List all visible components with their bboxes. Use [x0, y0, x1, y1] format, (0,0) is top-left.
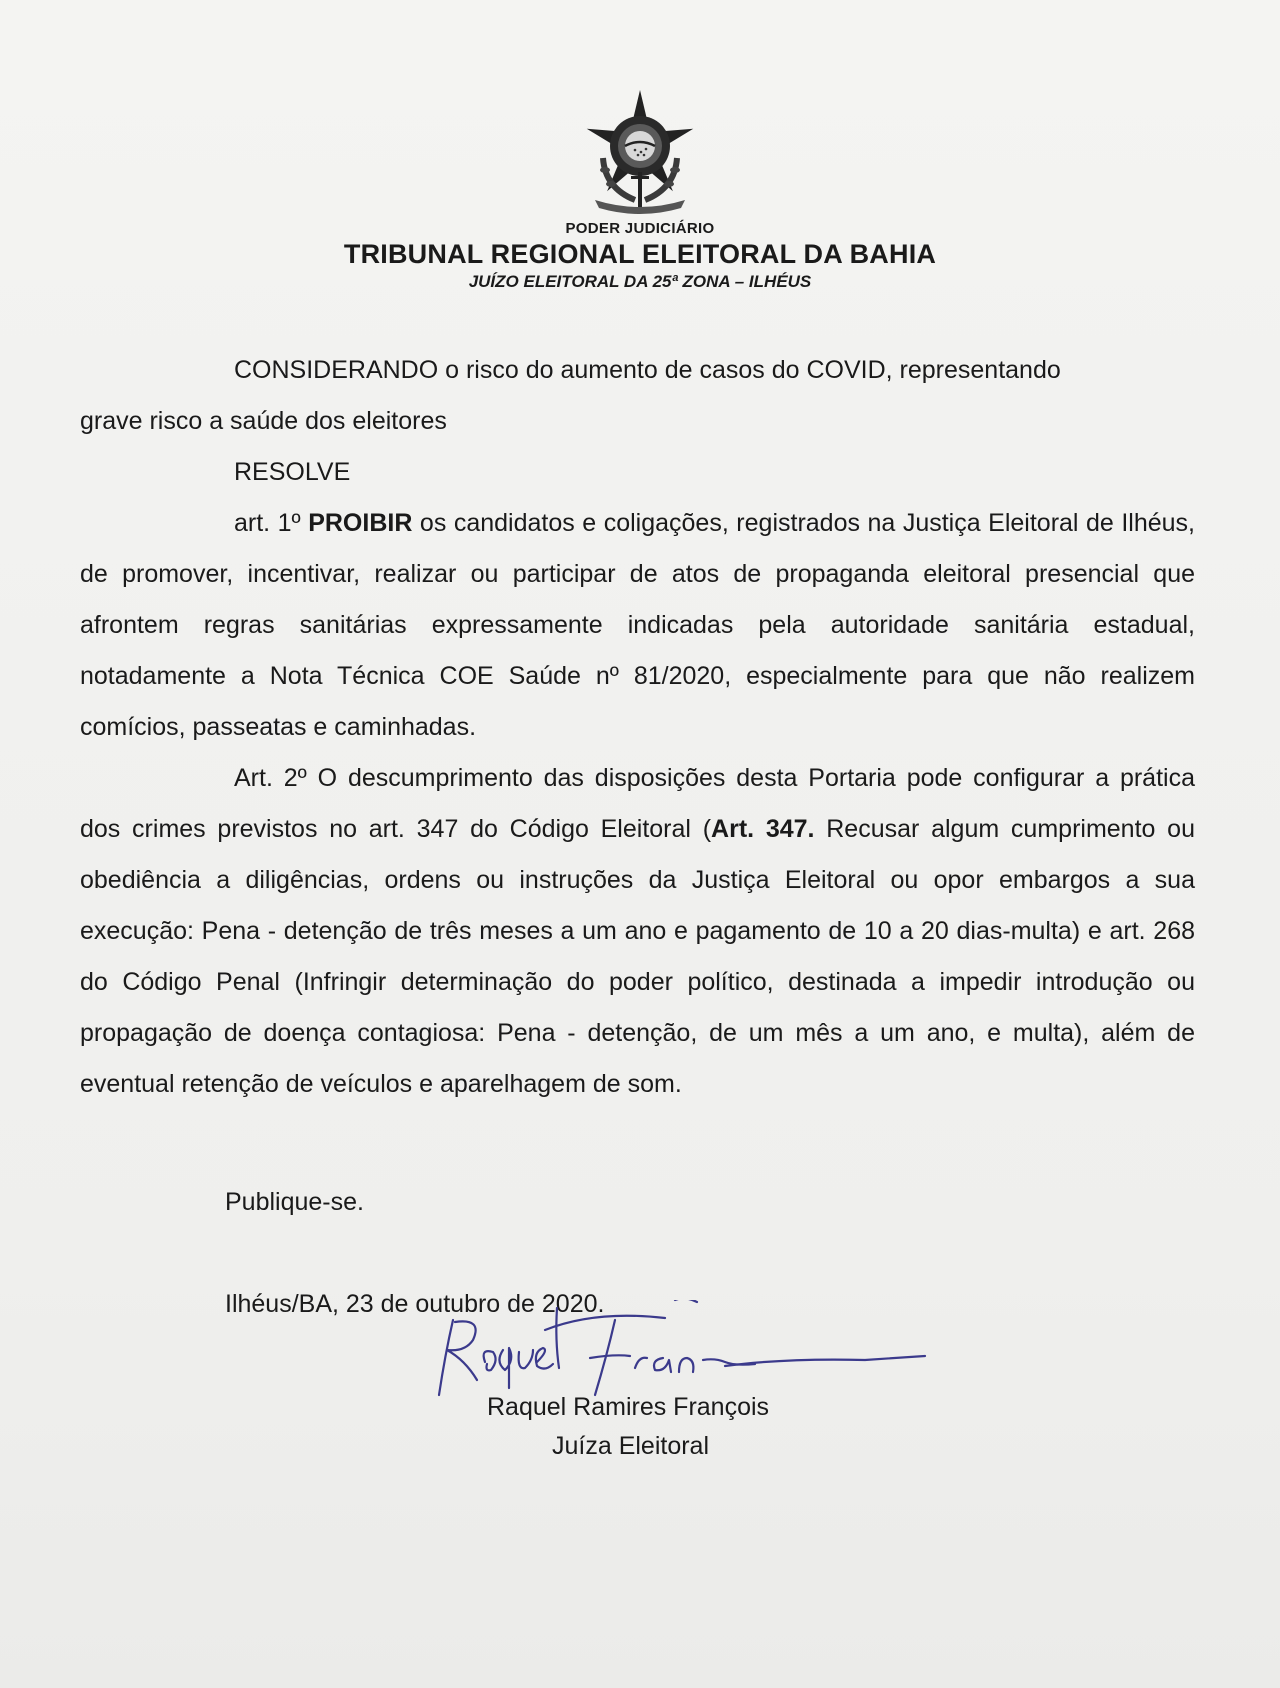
- publication-order: Publique-se.: [225, 1188, 364, 1216]
- signer-name: Raquel Ramires François: [487, 1393, 770, 1421]
- considerando-text: CONSIDERANDO o risco do aumento de casos do COVID, representando: [234, 356, 1061, 384]
- considerando-continuation: grave risco a saúde dos eleitores: [80, 407, 447, 435]
- article-1-verb: PROIBIR: [308, 509, 413, 537]
- article-2-reference: Art. 347.: [711, 815, 815, 843]
- institution-name: PODER JUDICIÁRIO: [565, 220, 715, 237]
- article-1: [80, 498, 1195, 753]
- article-1-text: os candidatos e coligações, registrados na Justiça Eleitoral de Ilhéus, de promover, incentivar, realizar ou participar de atos de propaganda eleitoral presencial que afrontem regras sanitárias expressamente indicadas pela autoridade sanitária estadual, notadamente a Nota Técnica COE Saúde nº 81/2020, especialmente para que não realizem comícios, passeatas e caminhadas.: [80, 509, 1195, 741]
- coat-of-arms-icon: [575, 88, 705, 218]
- place-and-date: Ilhéus/BA, 23 de outubro de 2020.: [225, 1290, 605, 1318]
- tribunal-name: TRIBUNAL REGIONAL ELEITORAL DA BAHIA: [343, 239, 937, 269]
- signer-role: Juíza Eleitoral: [552, 1432, 710, 1460]
- letterhead: [0, 88, 1280, 292]
- article-2: [80, 753, 1195, 1110]
- article-2-text: Art. 2º O descumprimento das disposições desta Portaria pode configurar a prática dos crimes previstos no art. 347 do Código Eleitoral (: [80, 764, 1195, 843]
- article-2-text-cont: Recusar algum cumprimento ou obediência a diligências, ordens ou instruções da Justiça Eleitoral ou opor embargos a sua execução: Pena - detenção de três meses a um ano e pagamento de 10 a 20 dias-multa) e art. 268 do Código Penal (Infringir determinação do poder político, destinada a impedir introdução ou propagação de doença contagiosa: Pena - detenção, de um mês a um ano, e multa), além de eventual retenção de veículos e aparelhagem de som.: [80, 815, 1195, 1098]
- resolve-heading: RESOLVE: [234, 458, 351, 486]
- document-body: [80, 345, 1195, 1110]
- electoral-zone: JUÍZO ELEITORAL DA 25ª ZONA – ILHÉUS: [468, 272, 812, 291]
- article-1-number: art. 1º: [234, 509, 309, 537]
- considerando-paragraph: [80, 345, 1195, 396]
